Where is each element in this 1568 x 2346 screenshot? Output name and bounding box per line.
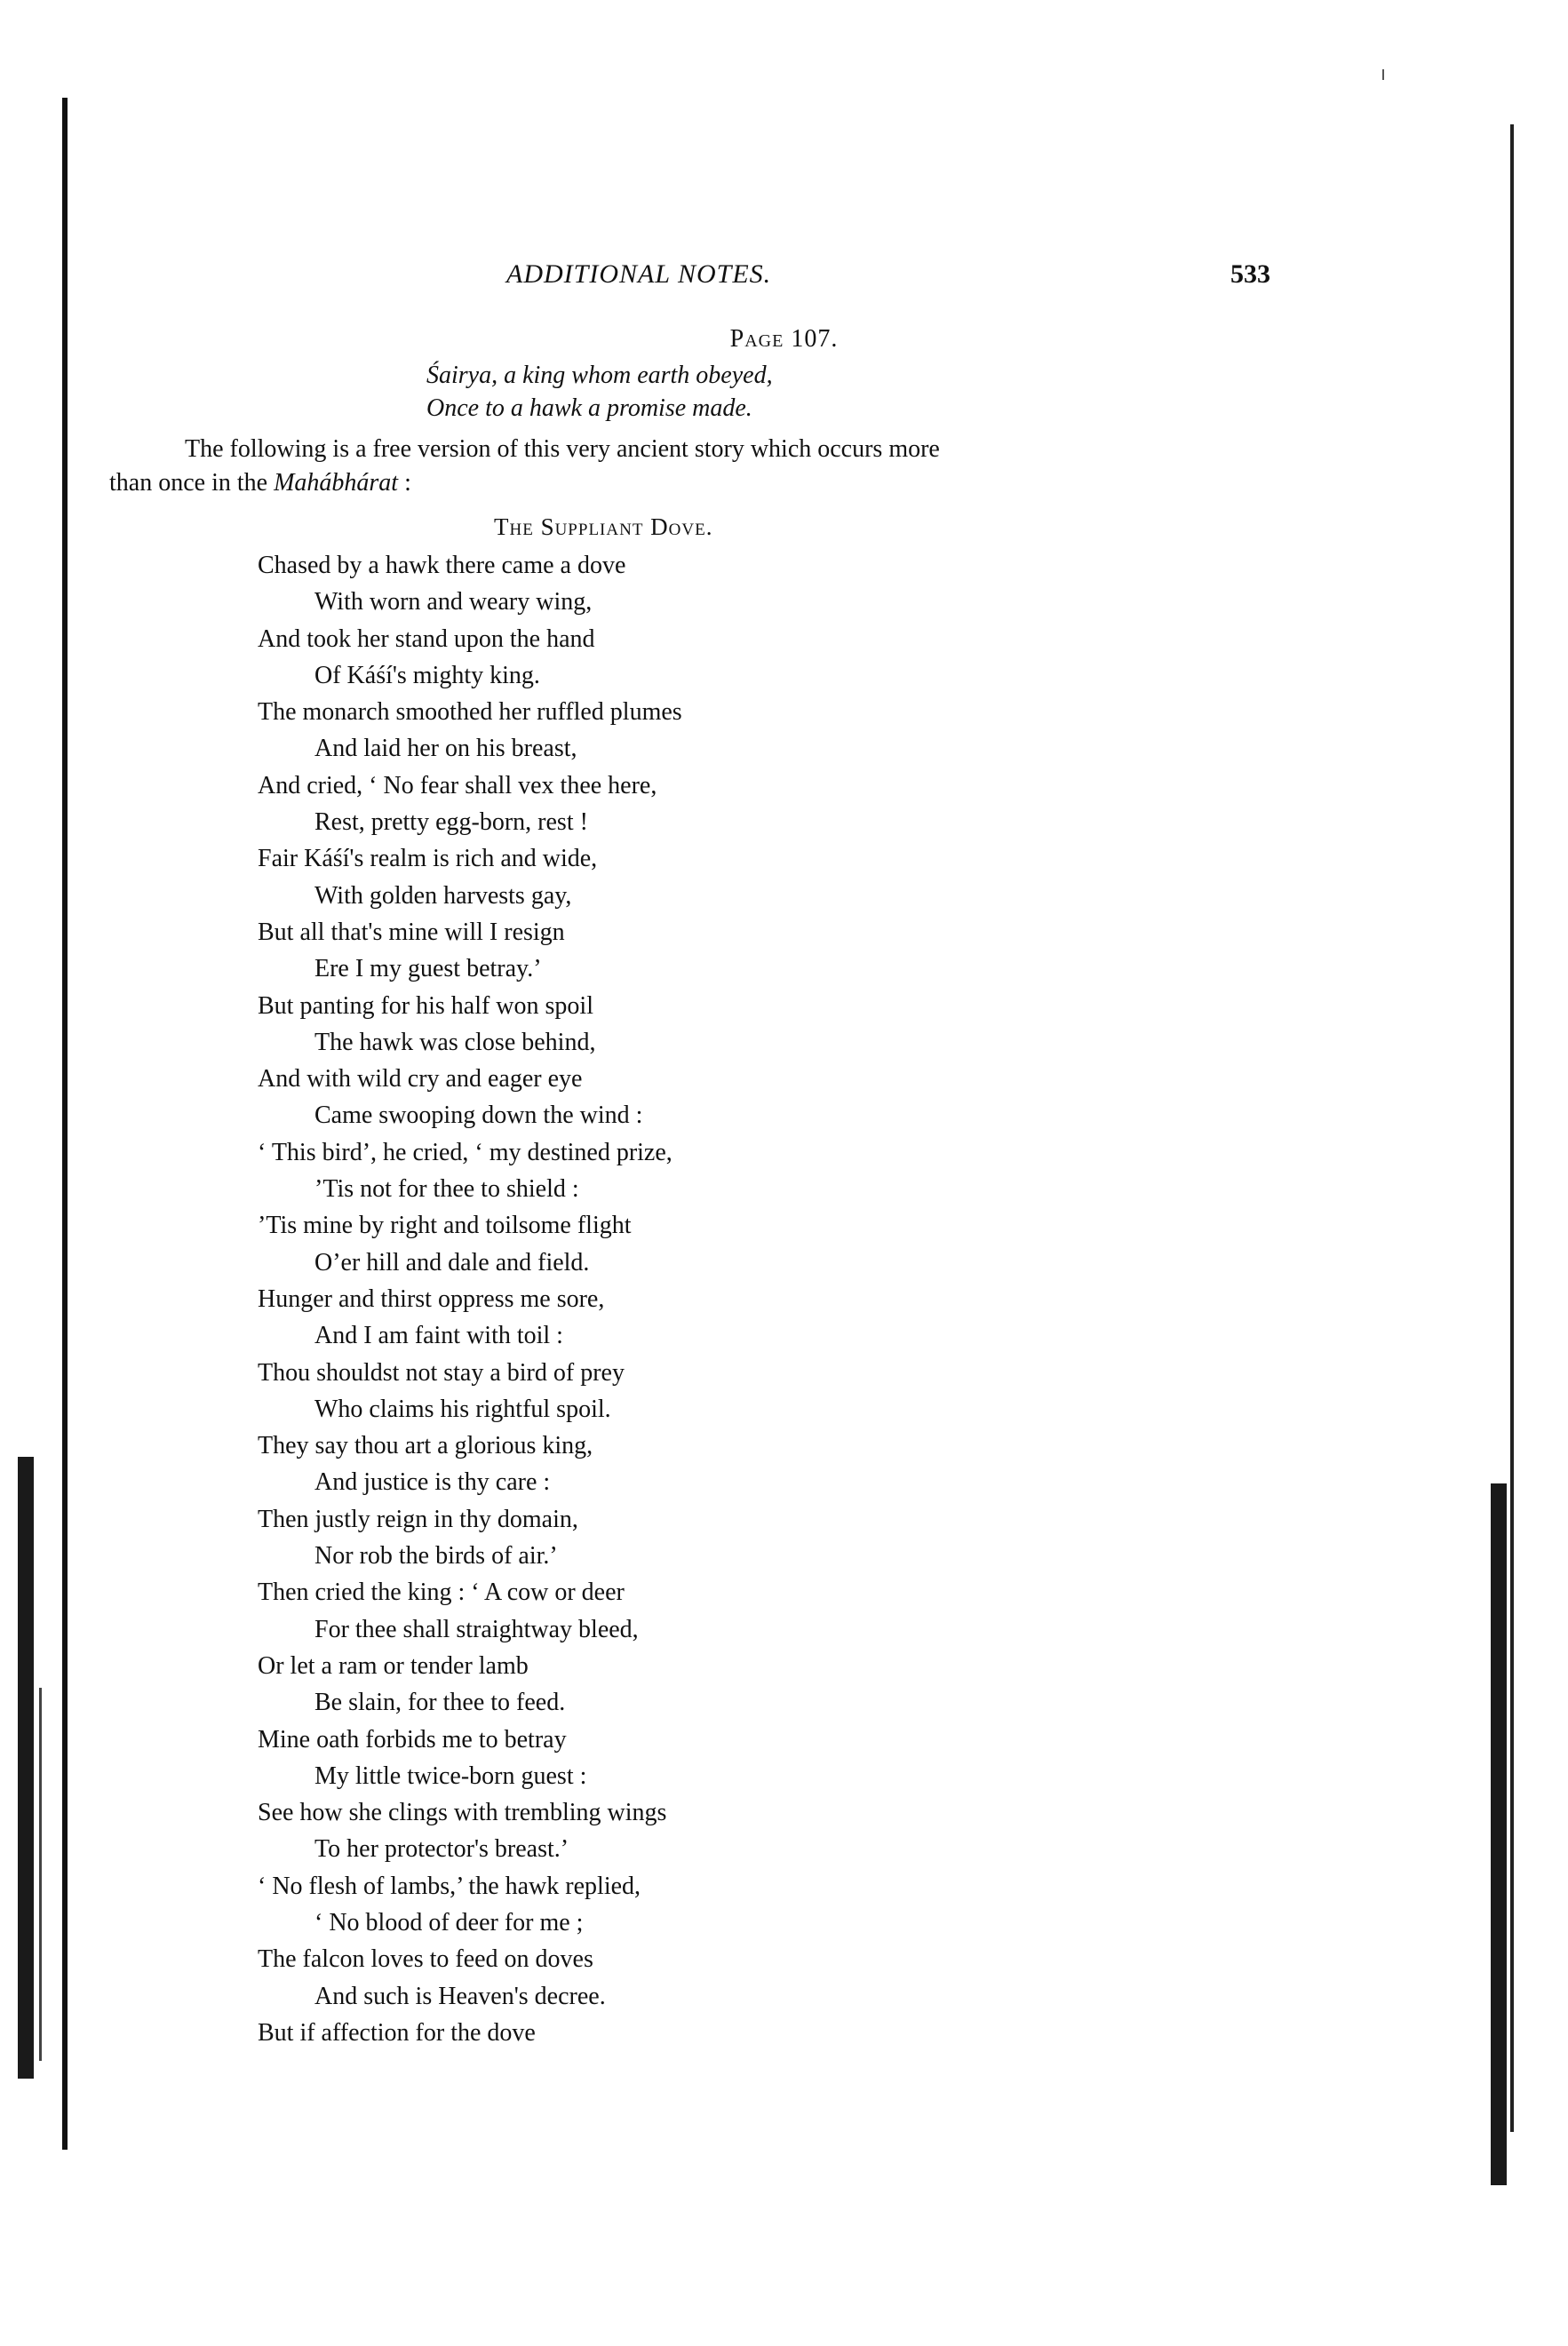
poem-line: And justice is thy care : xyxy=(314,1468,551,1497)
poem-line: Or let a ram or tender lamb xyxy=(258,1651,529,1680)
poem-line: And such is Heaven's decree. xyxy=(314,1982,606,2010)
poem-line: Be slain, for thee to feed. xyxy=(314,1689,566,1717)
poem-line: See how she clings with trembling wings xyxy=(258,1799,667,1827)
poem-line: ‘ This bird’, he cried, ‘ my destined prize, xyxy=(258,1138,673,1166)
poem-title: The Suppliant Dove. xyxy=(494,513,713,540)
left-binding-edge xyxy=(62,98,68,2150)
poem-line: Nor rob the birds of air.’ xyxy=(314,1542,558,1571)
poem-line: With golden harvests gay, xyxy=(314,881,572,910)
poem-line: ’Tis not for thee to shield : xyxy=(314,1175,579,1204)
poem-line: They say thou art a glorious king, xyxy=(258,1432,593,1460)
intro-text: : xyxy=(398,469,411,497)
poem-line: The hawk was close behind, xyxy=(314,1028,596,1056)
poem-line: And took her stand upon the hand xyxy=(258,624,595,653)
poem-line: The falcon loves to feed on doves xyxy=(258,1945,593,1974)
page-number: 533 xyxy=(1230,259,1270,289)
poem-line: Mine oath forbids me to betray xyxy=(258,1725,567,1754)
intro-line: The following is a free version of this very ancient story which occurs more xyxy=(185,435,940,463)
running-title: ADDITIONAL NOTES. xyxy=(506,259,772,289)
poem-line: Chased by a hawk there came a dove xyxy=(258,552,626,579)
poem-line: And cried, ‘ No fear shall vex thee here, xyxy=(258,771,657,799)
poem-line: And I am faint with toil : xyxy=(314,1322,563,1350)
poem-line: Ere I my guest betray.’ xyxy=(314,955,542,983)
poem-line: ’Tis mine by right and toilsome flight xyxy=(258,1212,632,1240)
right-page-edge xyxy=(1510,124,1514,2132)
epigraph-line: Once to a hawk a promise made. xyxy=(426,394,752,422)
left-binding-shadow-thin xyxy=(39,1688,42,2061)
poem-line: ‘ No flesh of lambs,’ the hawk replied, xyxy=(258,1872,641,1900)
poem-line: O’er hill and dale and field. xyxy=(314,1248,590,1276)
intro-text: than once in the xyxy=(109,469,275,497)
poem-line: With worn and weary wing, xyxy=(314,588,593,616)
poem-line: To her protector's breast.’ xyxy=(314,1835,569,1864)
poem-line: For thee shall straightway bleed, xyxy=(314,1615,639,1643)
poem-line: And laid her on his breast, xyxy=(314,735,577,763)
poem-line: Of Káśí's mighty king. xyxy=(314,661,540,689)
poem-line: Thou shouldst not stay a bird of prey xyxy=(258,1358,625,1387)
poem-line: The monarch smoothed her ruffled plumes xyxy=(258,698,682,727)
running-head xyxy=(0,259,1568,295)
poem-body xyxy=(258,547,682,2051)
poem-line: Then cried the king : ‘ A cow or deer xyxy=(258,1579,625,1607)
epigraph-line: Śairya, a king whom earth obeyed, xyxy=(426,362,773,389)
poem-line: Rest, pretty egg-born, rest ! xyxy=(314,808,588,837)
poem-line: Came swooping down the wind : xyxy=(314,1101,643,1130)
scan-speck xyxy=(1382,69,1384,80)
poem-line: Then justly reign in thy domain, xyxy=(258,1505,578,1533)
poem-line: Fair Káśí's realm is rich and wide, xyxy=(258,845,598,873)
epigraph xyxy=(426,359,773,425)
intro-paragraph xyxy=(109,433,1335,500)
poem-line: But if affection for the dove xyxy=(258,2018,536,2047)
poem-line: Who claims his rightful spoil. xyxy=(314,1395,611,1423)
poem-line: Hunger and thirst oppress me sore, xyxy=(258,1284,605,1313)
source-title: Mahábhárat xyxy=(274,469,399,497)
poem-line: But panting for his half won spoil xyxy=(258,991,593,1020)
poem-line: And with wild cry and eager eye xyxy=(258,1065,583,1093)
left-binding-shadow xyxy=(18,1457,34,2079)
right-page-edge-shadow xyxy=(1491,1483,1507,2185)
poem-line: But all that's mine will I resign xyxy=(258,918,565,946)
poem-line: My little twice-born guest : xyxy=(314,1761,587,1790)
poem-line: ‘ No blood of deer for me ; xyxy=(314,1908,584,1936)
intro-line xyxy=(109,466,1335,500)
page-reference: Page 107. xyxy=(729,325,839,353)
